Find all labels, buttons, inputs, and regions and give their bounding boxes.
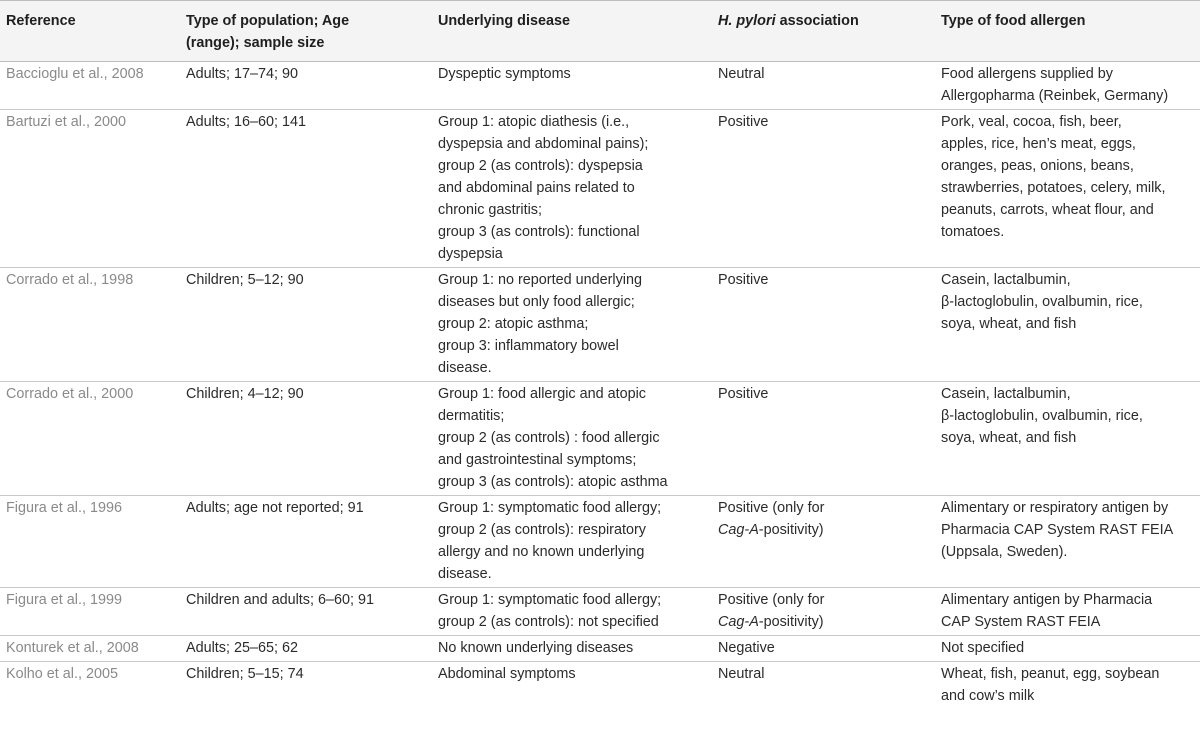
- allergen-cell: [935, 588, 1200, 636]
- table-row: [0, 110, 1200, 268]
- allergen-line: Food allergens supplied by: [941, 66, 1113, 82]
- disease-cell: [432, 382, 712, 496]
- table-header: [0, 1, 1200, 62]
- disease-line: Group 1: no reported underlying: [438, 272, 642, 288]
- disease-line: group 3 (as controls): atopic asthma: [438, 474, 668, 490]
- allergen-line: Casein, lactalbumin,: [941, 272, 1071, 288]
- allergen-line: Pharmacia CAP System RAST FEIA: [941, 522, 1174, 538]
- disease-line: allergy and no known underlying: [438, 544, 645, 560]
- header-disease: Underlying disease: [438, 13, 570, 29]
- association-gene-name: Cag-A: [718, 522, 759, 538]
- header-association-italic: H. pylori: [718, 13, 776, 29]
- association-line: Positive: [718, 272, 769, 288]
- allergen-line: Casein, lactalbumin,: [941, 386, 1071, 402]
- disease-line: No known underlying diseases: [438, 640, 634, 656]
- table-row: [0, 62, 1200, 110]
- header-population: [180, 1, 432, 62]
- population-cell: Children; 5–15; 74: [186, 666, 304, 682]
- association-line: Neutral: [718, 66, 765, 82]
- allergen-line: β-lactoglobulin, ovalbumin, rice,: [941, 294, 1143, 310]
- population-cell: Children and adults; 6–60; 91: [186, 592, 375, 608]
- reference-cell: Corrado et al., 2000: [6, 386, 134, 402]
- table-row: [0, 496, 1200, 588]
- disease-line: Group 1: symptomatic food allergy;: [438, 500, 662, 516]
- disease-line: Dyspeptic symptoms: [438, 66, 571, 82]
- allergen-cell: [935, 382, 1200, 496]
- header-population-line1: Type of population; Age: [186, 13, 350, 29]
- association-cell: [712, 496, 935, 588]
- reference-cell: Corrado et al., 1998: [6, 272, 134, 288]
- association-line: Positive: [718, 114, 769, 130]
- allergen-line: strawberries, potatoes, celery, milk,: [941, 180, 1166, 196]
- allergen-line: tomatoes.: [941, 224, 1005, 240]
- disease-line: dermatitis;: [438, 408, 505, 424]
- table-row: [0, 382, 1200, 496]
- population-cell: Adults; age not reported; 91: [186, 500, 364, 516]
- allergen-cell: [935, 110, 1200, 268]
- allergen-line: Alimentary antigen by Pharmacia: [941, 592, 1153, 608]
- reference-cell: Baccioglu et al., 2008: [6, 66, 144, 82]
- table-row: [0, 588, 1200, 636]
- disease-cell: [432, 110, 712, 268]
- allergen-line: Allergopharma (Reinbek, Germany): [941, 88, 1169, 104]
- allergen-line: peanuts, carrots, wheat flour, and: [941, 202, 1154, 218]
- disease-line: group 3: inflammatory bowel: [438, 338, 619, 354]
- reference-cell: Kolho et al., 2005: [6, 666, 119, 682]
- population-cell: Children; 4–12; 90: [186, 386, 304, 402]
- association-line: Positive (only for: [718, 592, 825, 608]
- association-cell: [712, 110, 935, 268]
- allergen-line: soya, wheat, and fish: [941, 316, 1077, 332]
- disease-line: group 3 (as controls): functional: [438, 224, 640, 240]
- disease-line: Group 1: food allergic and atopic: [438, 386, 646, 402]
- population-cell: Children; 5–12; 90: [186, 272, 304, 288]
- population-cell: Adults; 25–65; 62: [186, 640, 299, 656]
- header-association: [712, 1, 935, 62]
- allergen-line: oranges, peas, onions, beans,: [941, 158, 1134, 174]
- population-cell: Adults; 17–74; 90: [186, 66, 299, 82]
- allergen-line: and cow’s milk: [941, 688, 1035, 704]
- association-cell: [712, 382, 935, 496]
- disease-line: group 2 (as controls): respiratory: [438, 522, 646, 538]
- header-row: [0, 1, 1200, 62]
- allergen-line: Wheat, fish, peanut, egg, soybean: [941, 666, 1160, 682]
- table-body: [0, 62, 1200, 710]
- disease-line: chronic gastritis;: [438, 202, 542, 218]
- allergen-line: Not specified: [941, 640, 1025, 656]
- disease-cell: [432, 268, 712, 382]
- disease-line: Group 1: atopic diathesis (i.e.,: [438, 114, 630, 130]
- disease-line: group 2 (as controls) : food allergic: [438, 430, 660, 446]
- reference-cell: Bartuzi et al., 2000: [6, 114, 126, 130]
- disease-line: group 2: atopic asthma;: [438, 316, 589, 332]
- disease-line: disease.: [438, 566, 492, 582]
- disease-line: group 2 (as controls): dyspepsia: [438, 158, 643, 174]
- association-line: Negative: [718, 640, 775, 656]
- table-row: [0, 636, 1200, 662]
- disease-line: and abdominal pains related to: [438, 180, 635, 196]
- allergen-line: β-lactoglobulin, ovalbumin, rice,: [941, 408, 1143, 424]
- disease-line: dyspepsia and abdominal pains);: [438, 136, 649, 152]
- allergen-cell: [935, 662, 1200, 710]
- table-row: [0, 268, 1200, 382]
- association-cell: [712, 268, 935, 382]
- disease-cell: [432, 636, 712, 662]
- reference-cell: Figura et al., 1996: [6, 500, 122, 516]
- allergen-line: soya, wheat, and fish: [941, 430, 1077, 446]
- header-population-line2: (range); sample size: [186, 35, 325, 51]
- header-reference: Reference: [6, 13, 76, 29]
- disease-line: group 2 (as controls): not specified: [438, 614, 659, 630]
- allergen-line: Pork, veal, cocoa, fish, beer,: [941, 114, 1122, 130]
- association-suffix: -positivity): [758, 614, 824, 630]
- disease-line: dyspepsia: [438, 246, 503, 262]
- association-line: Positive (only for: [718, 500, 825, 516]
- disease-line: and gastrointestinal symptoms;: [438, 452, 637, 468]
- association-cell: [712, 662, 935, 710]
- disease-cell: [432, 62, 712, 110]
- allergen-line: apples, rice, hen’s meat, eggs,: [941, 136, 1136, 152]
- association-gene-name: Cag-A: [718, 614, 759, 630]
- allergen-line: CAP System RAST FEIA: [941, 614, 1101, 630]
- allergen-line: Alimentary or respiratory antigen by: [941, 500, 1169, 516]
- disease-line: Group 1: symptomatic food allergy;: [438, 592, 662, 608]
- disease-cell: [432, 588, 712, 636]
- allergen-line: (Uppsala, Sweden).: [941, 544, 1068, 560]
- table-row: [0, 662, 1200, 710]
- allergen-cell: [935, 636, 1200, 662]
- disease-cell: [432, 662, 712, 710]
- header-association-rest: association: [775, 13, 859, 29]
- association-cell: [712, 588, 935, 636]
- association-suffix: -positivity): [758, 522, 824, 538]
- association-line: Positive: [718, 386, 769, 402]
- association-line: [718, 519, 929, 541]
- association-cell: [712, 636, 935, 662]
- reference-cell: Konturek et al., 2008: [6, 640, 139, 656]
- disease-line: Abdominal symptoms: [438, 666, 576, 682]
- allergen-cell: [935, 496, 1200, 588]
- association-line: [718, 611, 929, 633]
- population-cell: Adults; 16–60; 141: [186, 114, 307, 130]
- disease-line: disease.: [438, 360, 492, 376]
- allergen-cell: [935, 62, 1200, 110]
- disease-line: diseases but only food allergic;: [438, 294, 635, 310]
- header-allergen: Type of food allergen: [941, 13, 1086, 29]
- allergen-cell: [935, 268, 1200, 382]
- disease-cell: [432, 496, 712, 588]
- association-cell: [712, 62, 935, 110]
- association-line: Neutral: [718, 666, 765, 682]
- reference-cell: Figura et al., 1999: [6, 592, 122, 608]
